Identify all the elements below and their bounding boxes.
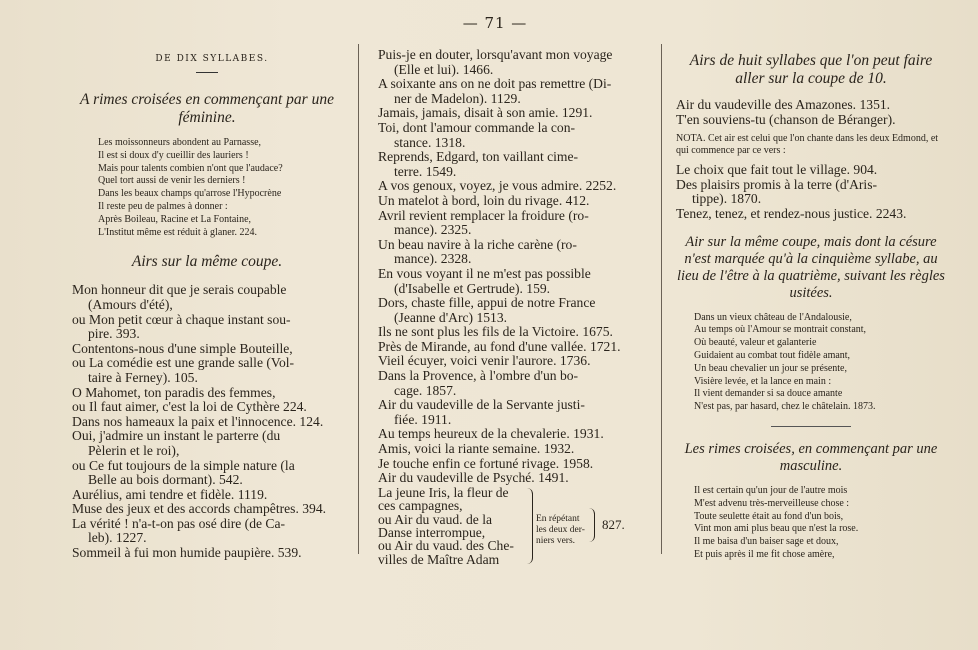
entry-line: ou Ce fut toujours de la simple nature (la xyxy=(72,457,295,473)
entry xyxy=(378,471,646,486)
entry-line: Contentons-nous d'une simple Bouteille, xyxy=(72,340,293,356)
entry-line: Dans nos hameaux la paix et l'innocence. 124. xyxy=(72,413,324,429)
poem-line: Au temps où l'Amour se montrait constant, xyxy=(694,324,867,336)
entry xyxy=(378,398,646,427)
entry-line: Ils ne sont plus les fils de la Victoire. 1675. xyxy=(378,324,613,340)
bracket-lines xyxy=(378,486,528,566)
poem-line: Dans les beaux champs qu'arrose l'Hypocrène xyxy=(98,188,282,200)
entry-continuation: stance. 1318. xyxy=(394,134,466,150)
column-1 xyxy=(72,48,342,561)
entry-line: Air du vaudeville des Amazones. 1351. xyxy=(676,97,891,112)
heading-huit-syllabes: Airs de huit syllabes que l'on peut faire aller sur la coupe de 10. xyxy=(689,52,933,87)
poem-block xyxy=(676,485,946,562)
entry xyxy=(72,356,342,385)
entry-line: Reprends, Edgard, ton vaillant cime- xyxy=(378,149,579,165)
entry-continuation: mance). 2325. xyxy=(394,222,472,238)
entry xyxy=(72,342,342,357)
entry-line: Un beau navire à la riche carène (ro- xyxy=(378,236,577,252)
poem-line: Toute seulette était au fond d'un bois, xyxy=(694,510,844,522)
poem-line: villes de Maître Adam xyxy=(378,551,500,567)
entry-line: Dors, chaste fille, appui de notre France xyxy=(378,295,596,311)
entry-continuation: taire à Ferney). 105. xyxy=(88,369,198,385)
entries-list xyxy=(72,283,342,560)
entry-line: Puis-je en douter, lorsqu'avant mon voyage xyxy=(378,47,613,62)
entry-continuation: tippe). 1870. xyxy=(692,191,762,207)
page-number: — 71 — xyxy=(462,14,528,32)
poem-line: Un beau chevalier un jour se présente, xyxy=(694,362,847,374)
nota-note: NOTA. Cet air est celui que l'on chante dans les deux Edmond, et qui commence par ce vers : xyxy=(676,133,939,157)
entry-continuation: mance). 2328. xyxy=(394,251,472,267)
entry xyxy=(378,106,646,121)
heading-cesure: Air sur la même coupe, mais dont la césure n'est marquée qu'à la cinquième syllabe, au lieu de l'être à la quatrième, suivant les règles usitées. xyxy=(677,233,945,301)
entry-line: Aurélius, ami tendre et fidèle. 1119. xyxy=(72,486,268,502)
entry-line: Dans la Provence, à l'ombre d'un bo- xyxy=(378,368,579,384)
poem-line: Il reste peu de palmes à donner : xyxy=(98,200,228,212)
poem-line: Dans un vieux château de l'Andalousie, xyxy=(694,311,852,323)
entry xyxy=(72,415,342,430)
entry-line: Avril revient remplacer la froidure (ro- xyxy=(378,207,589,223)
entry xyxy=(72,400,342,415)
divider xyxy=(196,72,218,73)
entry xyxy=(378,48,646,77)
poem-line: Visière levée, et la lance en main : xyxy=(694,375,832,387)
entry xyxy=(72,546,342,561)
entry xyxy=(72,459,342,488)
entry xyxy=(378,442,646,457)
entry xyxy=(378,427,646,442)
entry-continuation: terre. 1549. xyxy=(394,163,457,179)
brace xyxy=(526,488,533,564)
entry xyxy=(378,267,646,296)
entry xyxy=(72,429,342,458)
heading-airs-coupe: Airs sur la même coupe. xyxy=(131,253,283,271)
entry xyxy=(378,121,646,150)
entry xyxy=(676,178,946,207)
poem-line: Mais pour talents combien n'ont que l'audace? xyxy=(98,162,283,174)
bracket-note: En répétant les deux der- niers vers. xyxy=(536,513,585,546)
entry-line: Vieil écuyer, voici venir l'aurore. 1736. xyxy=(378,353,591,369)
poem-line: Danse interrompue, xyxy=(378,525,486,541)
poem-line: ou Air du vaud. de la xyxy=(378,511,493,527)
poem-line: Quel tort aussi de venir les derniers ! xyxy=(98,175,246,187)
bracket-group xyxy=(378,486,646,568)
entries-list xyxy=(378,48,646,486)
poem-line: N'est pas, par hasard, chez le châtelain. 1873. xyxy=(694,401,876,413)
poem-block xyxy=(676,312,946,414)
entry-line: Je touche enfin ce fortuné rivage. 1958. xyxy=(378,455,594,471)
poem-line: Vint mon ami plus beau que n'est la rose. xyxy=(694,523,859,535)
entry-line: ou La comédie est une grande salle (Vol- xyxy=(72,355,295,371)
entry-line: Près de Mirande, au fond d'une vallée. 1721. xyxy=(378,338,621,354)
entry-continuation: (d'Isabelle et Gertrude). 159. xyxy=(394,280,551,296)
entry xyxy=(378,179,646,194)
poem-line: ces campagnes, xyxy=(378,498,463,514)
entries-list xyxy=(676,98,946,127)
entry xyxy=(378,325,646,340)
entry xyxy=(378,296,646,325)
entry xyxy=(378,77,646,106)
entry xyxy=(378,340,646,355)
poem-line: La jeune Iris, la fleur de xyxy=(378,484,509,500)
entry-line: Air du vaudeville de la Servante justi- xyxy=(378,397,585,413)
divider xyxy=(771,426,851,427)
entry-continuation: cage. 1857. xyxy=(394,382,457,398)
entry-line: ou Il faut aimer, c'est la loi de Cythère 224. xyxy=(72,399,307,415)
brace xyxy=(588,508,595,542)
entry-continuation: (Jeanne d'Arc) 1513. xyxy=(394,309,508,325)
entries-list xyxy=(676,163,946,221)
entry-line: En vous voyant il ne m'est pas possible xyxy=(378,265,591,281)
poem-line: Après Boileau, Racine et La Fontaine, xyxy=(98,213,252,225)
poem-line: Il vient demander si sa douce amante xyxy=(694,388,843,400)
entry-line: Le choix que fait tout le village. 904. xyxy=(676,162,878,178)
poem-line: Et puis après il me fit chose amère, xyxy=(694,548,835,560)
entry-line: Jamais, jamais, disait à son amie. 1291. xyxy=(378,105,593,121)
poem-line: Il est si doux d'y cueillir des lauriers ! xyxy=(98,149,249,161)
poem-line: L'Institut même est réduit à glaner. 224. xyxy=(98,226,257,238)
entry-line: Sommeil à fui mon humide paupière. 539. xyxy=(72,545,302,561)
poem-block xyxy=(72,137,342,239)
entry-continuation: Pèlerin et le roi), xyxy=(88,442,180,458)
column-rule-left xyxy=(358,44,359,554)
entry xyxy=(72,502,342,517)
poem-line: Où beauté, valeur et galanterie xyxy=(694,337,817,349)
entry-line: Amis, voici la riante semaine. 1932. xyxy=(378,441,575,457)
poem-line: Guidaient au combat tout fidèle amant, xyxy=(694,349,851,361)
column-3 xyxy=(676,48,946,562)
entry xyxy=(378,238,646,267)
column-rule-right xyxy=(661,44,662,554)
entry xyxy=(378,150,646,179)
entry-line: Au temps heureux de la chevalerie. 1931. xyxy=(378,426,604,442)
entry-continuation: ner de Madelon). 1129. xyxy=(394,90,521,106)
entry-line: Muse des jeux et des accords champêtres. 394. xyxy=(72,501,327,517)
entry xyxy=(72,386,342,401)
entry-continuation: leb). 1227. xyxy=(88,530,147,546)
entry xyxy=(72,488,342,503)
section-header: DE DIX SYLLABES. xyxy=(155,54,269,64)
poem-line: ou Air du vaud. des Che- xyxy=(378,538,514,554)
bracket-number: 827. xyxy=(602,516,625,532)
heading-rimes-feminine: A rimes croisées en commençant par une féminine. xyxy=(80,91,334,126)
entry-line: ou Mon petit cœur à chaque instant sou- xyxy=(72,311,291,327)
entry xyxy=(378,194,646,209)
entry xyxy=(72,313,342,342)
column-2 xyxy=(378,48,646,568)
entry xyxy=(676,163,946,178)
entry xyxy=(72,517,342,546)
entry-line: Un matelot à bord, loin du rivage. 412. xyxy=(378,192,590,208)
heading-rimes-masculine: Les rimes croisées, en commençant par une masculine. xyxy=(684,440,938,474)
entry-line: Mon honneur dit que je serais coupable xyxy=(72,282,287,298)
entry-line: Toi, dont l'amour commande la con- xyxy=(378,119,576,135)
entry-continuation: fiée. 1911. xyxy=(394,411,452,427)
poem-line: Il est certain qu'un jour de l'autre mois xyxy=(694,484,848,496)
poem-line: Les moissonneurs abondent au Parnasse, xyxy=(98,137,262,148)
poem-line: M'est advenu très-merveilleuse chose : xyxy=(694,497,850,509)
entry-line: Des plaisirs promis à la terre (d'Aris- xyxy=(676,176,878,192)
entry xyxy=(378,209,646,238)
entry xyxy=(378,354,646,369)
poem-line: Il me baisa d'un baiser sage et doux, xyxy=(694,536,839,548)
entry xyxy=(676,98,946,113)
entry-line: T'en souviens-tu (chanson de Béranger). xyxy=(676,111,896,127)
entry xyxy=(676,207,946,222)
entry-line: A vos genoux, voyez, je vous admire. 2252. xyxy=(378,178,617,194)
entry-line: La vérité ! n'a-t-on pas osé dire (de Ca- xyxy=(72,515,286,531)
entry-line: O Mahomet, ton paradis des femmes, xyxy=(72,384,276,400)
entry-line: Air du vaudeville de Psyché. 1491. xyxy=(378,470,569,486)
entry-line: A soixante ans on ne doit pas remettre (Di- xyxy=(378,76,612,92)
entry xyxy=(378,369,646,398)
entry xyxy=(378,457,646,472)
entry-line: Tenez, tenez, et rendez-nous justice. 2243. xyxy=(676,205,907,221)
entry-line: Oui, j'admire un instant le parterre (du xyxy=(72,428,281,444)
entry-continuation: Belle au bois dormant). 542. xyxy=(88,472,243,488)
entry xyxy=(72,283,342,312)
entry-continuation: (Elle et lui). 1466. xyxy=(394,61,494,77)
entry-continuation: pire. 393. xyxy=(88,326,140,342)
entry xyxy=(676,113,946,128)
entry-continuation: (Amours d'été), xyxy=(88,296,173,312)
